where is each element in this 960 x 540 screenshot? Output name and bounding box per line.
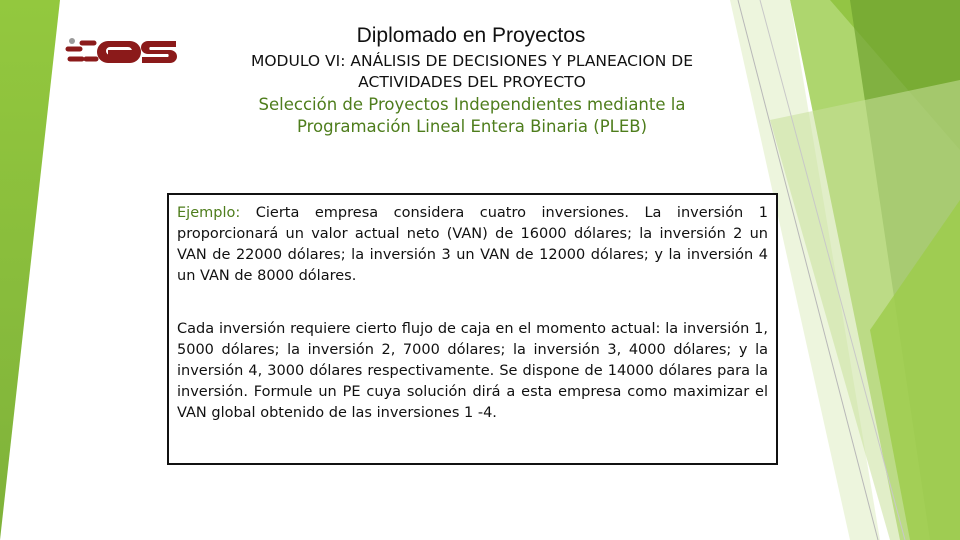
page-title: Diplomado en Proyectos — [356, 24, 586, 47]
module-subtitle: MODULO VI: ANÁLISIS DE DECISIONES Y PLANEACION DE ACTIVIDADES DEL PROYECTO — [250, 52, 693, 91]
example-text-1: Cierta empresa considera cuatro inversiones. La inversión 1 proporcionará un valor actual neto (VAN) de 16000 dólares; la inversión 2 un VAN de 22000 dólares; la inversión 3 un VAN de 12000 dólares; y la inversión 4 un VAN de 8000 dólares. — [177, 205, 768, 284]
example-label: Ejemplo: — [177, 205, 241, 221]
topic-heading: Selección de Proyectos Independientes mediante la Programación Lineal Entera Binaria (PLEB) — [258, 95, 686, 136]
left-green-accent — [0, 0, 60, 540]
example-paragraph-1 — [177, 203, 768, 287]
example-box — [167, 193, 778, 465]
ies-logo — [64, 33, 186, 65]
example-paragraph-2: Cada inversión requiere cierto flujo de caja en el momento actual: la inversión 1, 5000 dólares; la inversión 2, 7000 dólares; la inversión 3, 4000 dólares; y la inversión 4, 3000 dólares respectivamente. Se dispone de 14000 dólares para la inversión. Formule un PE cuya solución dirá a esta empresa como maximizar el VAN global obtenido de las inversiones 1 -4. — [177, 321, 768, 421]
